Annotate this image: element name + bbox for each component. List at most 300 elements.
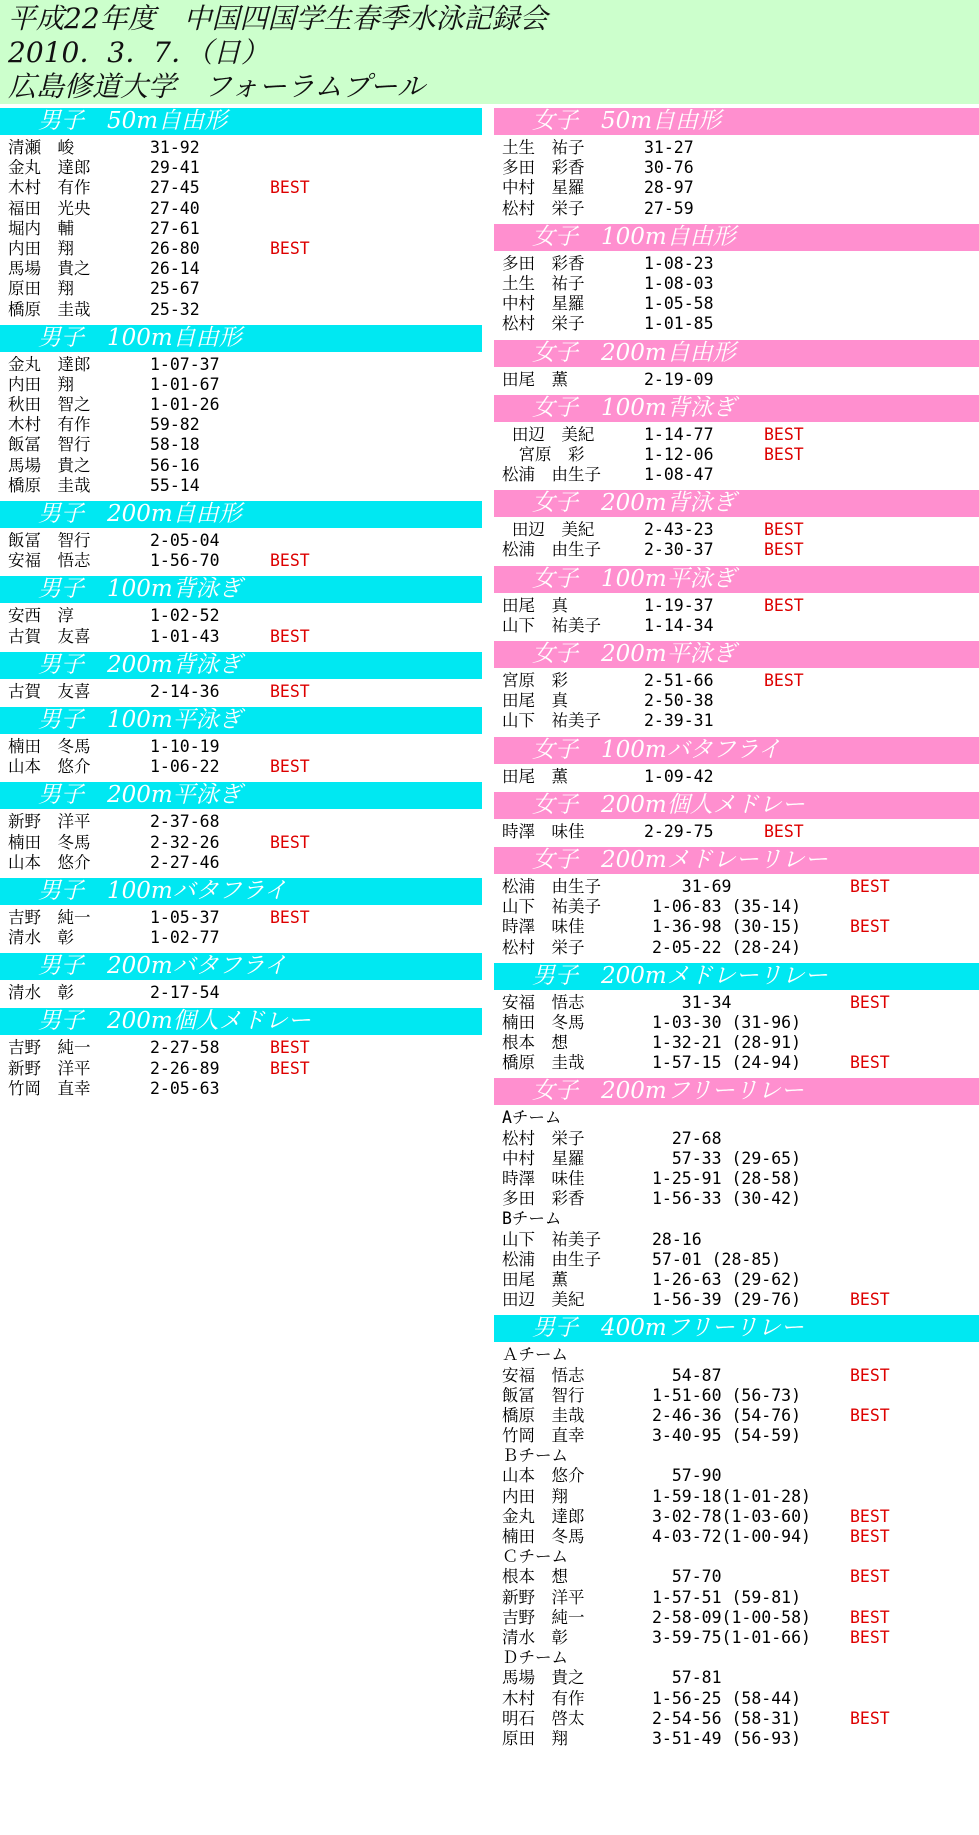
event-block xyxy=(494,1315,979,1754)
event-block xyxy=(0,652,482,707)
event-title xyxy=(494,737,979,764)
swimmer-name: 橋原 圭哉 xyxy=(8,475,91,495)
result-list xyxy=(494,251,979,340)
event-block xyxy=(0,325,482,501)
swim-time: 2-58-09(1-00-58) xyxy=(652,1607,811,1627)
swimmer-name: 多田 彩香 xyxy=(502,158,585,178)
event-block xyxy=(0,707,482,782)
swimmer-name: 馬場 貴之 xyxy=(8,259,91,279)
swim-time: 1-51-60 (56-73) xyxy=(652,1385,802,1405)
result-row xyxy=(0,415,482,435)
swimmer-name: 新野 洋平 xyxy=(8,1058,91,1078)
swim-time: 2-37-68 xyxy=(150,812,220,832)
swim-time: 27-45 xyxy=(150,178,200,198)
event-title xyxy=(0,1008,482,1035)
event-title-text: 男子 100m背泳ぎ xyxy=(38,576,242,603)
swim-time: 31-27 xyxy=(644,138,694,157)
swim-time: 1-08-23 xyxy=(644,253,714,273)
swimmer-name: 新野 洋平 xyxy=(502,1587,585,1607)
result-row xyxy=(494,274,979,294)
swim-time: 1-32-21 (28-91) xyxy=(652,1033,802,1053)
swim-time: 1-01-85 xyxy=(644,314,714,334)
event-block xyxy=(0,501,482,576)
swimmer-name: 田辺 美紀 xyxy=(502,520,595,540)
swimmer-name: 田尾 薫 xyxy=(502,766,568,786)
result-row xyxy=(494,993,979,1013)
event-title-text: 女子 200mメドレーリレー xyxy=(532,846,828,873)
swimmer-name: 山本 悠介 xyxy=(8,757,91,777)
swimmer-name: 安福 悟志 xyxy=(8,551,91,571)
result-row xyxy=(0,531,482,551)
swim-time: 3-51-49 (56-93) xyxy=(652,1728,802,1748)
swim-time: 1-14-34 xyxy=(644,615,714,635)
swim-time: 2-51-66 xyxy=(644,671,714,690)
result-row xyxy=(0,375,482,395)
best-badge: BEST xyxy=(764,520,804,540)
event-title-text: 男子 200m自由形 xyxy=(38,501,242,527)
event-title-text: 男子 400mフリーリレー xyxy=(532,1315,804,1342)
event-block xyxy=(0,108,482,325)
swimmer-name: 松村 栄子 xyxy=(502,314,585,334)
result-row xyxy=(0,627,482,647)
swimmer-name: 堀内 輔 xyxy=(8,218,74,238)
swimmer-name: 楠田 冬馬 xyxy=(8,736,91,756)
result-row xyxy=(494,596,979,616)
result-list xyxy=(494,819,979,847)
best-badge: BEST xyxy=(850,1053,890,1073)
swimmer-name: 橋原 圭哉 xyxy=(502,1053,585,1073)
result-list xyxy=(0,135,482,325)
swimmer-name: 吉野 純一 xyxy=(8,1038,91,1058)
mens-individual-results xyxy=(0,108,482,1104)
result-list xyxy=(0,1035,482,1104)
swimmer-name: 土生 祐子 xyxy=(502,138,585,157)
swim-time: 57-81 xyxy=(652,1668,722,1688)
result-row xyxy=(494,822,979,842)
swimmer-name: 山下 祐美子 xyxy=(502,615,601,635)
best-badge: BEST xyxy=(270,681,310,701)
swimmer-name: 金丸 達郎 xyxy=(8,354,91,374)
event-title-text: 男子 200m個人メドレー xyxy=(38,1008,311,1035)
result-list xyxy=(494,422,979,491)
swimmer-name: 多田 彩香 xyxy=(502,1189,585,1209)
result-row xyxy=(494,520,979,540)
swimmer-name: 馬場 貴之 xyxy=(8,455,91,475)
event-title-text: 女子 200m背泳ぎ xyxy=(532,490,736,517)
event-title xyxy=(494,963,979,990)
result-row xyxy=(494,178,979,198)
swim-time: 55-14 xyxy=(150,475,200,495)
swim-time: 2-17-54 xyxy=(150,983,220,1003)
swim-time: 1-01-26 xyxy=(150,395,220,415)
event-block xyxy=(494,847,979,963)
swimmer-name: 清瀬 峻 xyxy=(8,138,74,157)
best-badge: BEST xyxy=(850,1607,890,1627)
result-row xyxy=(0,928,482,948)
event-title xyxy=(0,108,482,135)
best-badge: BEST xyxy=(270,907,310,927)
result-row xyxy=(0,239,482,259)
result-list xyxy=(494,764,979,792)
swim-time: 30-76 xyxy=(644,158,694,178)
relay-team-label: Ｃチーム xyxy=(502,1547,568,1567)
result-list xyxy=(0,905,482,953)
best-badge: BEST xyxy=(270,1058,310,1078)
result-row xyxy=(494,1250,979,1270)
swimmer-name: 時澤 味佳 xyxy=(502,917,585,937)
event-block xyxy=(494,792,979,847)
event-block xyxy=(494,395,979,491)
swim-time: 1-02-77 xyxy=(150,928,220,948)
best-badge: BEST xyxy=(850,876,890,896)
swim-time: 27-59 xyxy=(644,198,694,218)
result-row xyxy=(494,1567,979,1587)
best-badge: BEST xyxy=(764,424,804,444)
swim-time: 57-33 (29-65) xyxy=(652,1148,802,1168)
swim-time: 28-97 xyxy=(644,178,694,198)
swimmer-name: 田辺 美紀 xyxy=(502,1290,585,1310)
swim-time: 27-68 xyxy=(652,1128,722,1148)
event-block xyxy=(0,1008,482,1104)
result-row xyxy=(494,314,979,334)
best-badge: BEST xyxy=(270,178,310,198)
result-row xyxy=(494,254,979,274)
swim-time: 57-70 xyxy=(652,1567,722,1587)
swim-time: 57-90 xyxy=(652,1466,722,1486)
swimmer-name: 清水 彰 xyxy=(8,928,74,948)
swimmer-name: 内田 翔 xyxy=(502,1486,568,1506)
swimmer-name: 山本 悠介 xyxy=(8,852,91,872)
event-title-text: 女子 200m個人メドレー xyxy=(532,791,805,818)
swimmer-name: 飯冨 智行 xyxy=(8,531,91,550)
best-badge: BEST xyxy=(850,1627,890,1647)
swimmer-name: 福田 光央 xyxy=(8,198,91,218)
swimmer-name: 宮原 彩 xyxy=(502,444,585,464)
swim-time: 31-34 xyxy=(652,992,732,1012)
best-badge: BEST xyxy=(850,917,890,937)
event-block xyxy=(494,340,979,395)
swimmer-name: 橋原 圭哉 xyxy=(8,299,91,319)
event-title xyxy=(494,224,979,251)
swim-time: 1-56-39 (29-76) xyxy=(652,1290,802,1310)
result-row xyxy=(0,300,482,320)
swimmer-name: 飯冨 智行 xyxy=(8,435,91,455)
swim-time: 1-26-63 (29-62) xyxy=(652,1269,802,1289)
relay-team-label: Ｄチーム xyxy=(502,1648,568,1668)
result-row xyxy=(494,199,979,219)
result-row xyxy=(0,682,482,702)
result-row xyxy=(494,1426,979,1446)
swim-time: 2-32-26 xyxy=(150,832,220,852)
swimmer-name: 吉野 純一 xyxy=(8,907,91,927)
event-title xyxy=(0,953,482,980)
swim-time: 1-06-83 (35-14) xyxy=(652,897,802,917)
swimmer-name: 木村 有作 xyxy=(8,415,91,435)
swimmer-name: 橋原 圭哉 xyxy=(502,1405,585,1425)
best-badge: BEST xyxy=(850,992,890,1012)
result-row xyxy=(494,1628,979,1648)
swimmer-name: 楠田 冬馬 xyxy=(502,1012,585,1032)
result-row xyxy=(0,853,482,873)
event-title-text: 男子 200m背泳ぎ xyxy=(38,651,242,678)
result-row xyxy=(0,279,482,299)
result-row xyxy=(0,737,482,757)
swim-time: 29-41 xyxy=(150,158,200,178)
event-title xyxy=(0,782,482,809)
swimmer-name: 松浦 由生子 xyxy=(502,1249,601,1269)
result-list xyxy=(0,603,482,651)
event-title-text: 女子 100m自由形 xyxy=(532,223,736,250)
event-title xyxy=(494,108,979,135)
meet-title: 平成22年度 中国四国学生春季水泳記録会 xyxy=(8,2,548,35)
swimmer-name: 松浦 由生子 xyxy=(502,465,601,485)
result-row xyxy=(494,1129,979,1149)
swimmer-name: 中村 星羅 xyxy=(502,294,585,314)
result-list xyxy=(494,593,979,641)
result-row xyxy=(0,138,482,158)
result-list xyxy=(0,679,482,707)
best-badge: BEST xyxy=(850,1290,890,1310)
event-title-text: 男子 200mバタフライ xyxy=(38,953,288,980)
event-title xyxy=(494,792,979,819)
result-row xyxy=(0,178,482,198)
result-row xyxy=(494,1527,979,1547)
swim-time: 2-27-58 xyxy=(150,1038,220,1058)
event-title xyxy=(494,847,979,874)
swim-time: 1-05-58 xyxy=(644,294,714,314)
result-row xyxy=(494,1366,979,1386)
result-row xyxy=(494,1013,979,1033)
swim-time: 1-05-37 xyxy=(150,907,220,927)
relay-team-label: Ａチーム xyxy=(502,1345,568,1365)
result-row xyxy=(494,1053,979,1073)
swimmer-name: 馬場 貴之 xyxy=(502,1668,585,1688)
event-block xyxy=(494,1078,979,1315)
swimmer-name: 山下 祐美子 xyxy=(502,1229,601,1249)
swimmer-name: 古賀 友喜 xyxy=(8,681,91,701)
swim-time: 4-03-72(1-00-94) xyxy=(652,1527,811,1546)
swim-time: 2-05-22 (28-24) xyxy=(652,937,802,957)
result-row xyxy=(494,691,979,711)
result-list xyxy=(0,352,482,501)
result-row xyxy=(494,1689,979,1709)
event-block xyxy=(494,963,979,1079)
event-title-text: 女子 100m平泳ぎ xyxy=(532,565,736,592)
result-row xyxy=(494,158,979,178)
event-block xyxy=(0,953,482,1008)
result-row xyxy=(494,897,979,917)
meet-venue: 広島修道大学 フォーラムプール xyxy=(8,70,425,103)
event-title-text: 女子 200m自由形 xyxy=(532,339,736,366)
meet-date: 2010．3．7．（日） xyxy=(8,36,269,69)
swimmer-name: 安福 悟志 xyxy=(502,1365,585,1385)
swimmer-name: 竹岡 直幸 xyxy=(502,1426,585,1446)
event-block xyxy=(494,737,979,792)
result-row xyxy=(494,1507,979,1527)
best-badge: BEST xyxy=(270,238,310,258)
result-row xyxy=(494,1466,979,1486)
result-row xyxy=(0,355,482,375)
result-row xyxy=(0,812,482,832)
swim-time: 2-19-09 xyxy=(644,369,714,389)
event-block xyxy=(0,782,482,878)
result-row xyxy=(494,1290,979,1310)
swim-time: 1-08-03 xyxy=(644,273,714,293)
event-title-text: 男子 50m自由形 xyxy=(38,108,228,134)
event-title-text: 女子 200m平泳ぎ xyxy=(532,641,736,667)
best-badge: BEST xyxy=(764,540,804,560)
result-list xyxy=(494,135,979,224)
result-row xyxy=(0,1079,482,1099)
swimmer-name: 新野 洋平 xyxy=(8,812,91,832)
best-badge: BEST xyxy=(270,1038,310,1058)
event-title xyxy=(494,566,979,593)
relay-team-label: Aチーム xyxy=(502,1108,562,1128)
result-list xyxy=(494,990,979,1079)
swim-time: 2-14-36 xyxy=(150,681,220,701)
event-title xyxy=(0,325,482,352)
swim-time: 1-56-25 (58-44) xyxy=(652,1688,802,1708)
swimmer-name: 清水 彰 xyxy=(502,1627,568,1647)
swimmer-name: 田辺 美紀 xyxy=(502,424,595,444)
result-row xyxy=(494,877,979,897)
swimmer-name: 木村 有作 xyxy=(8,178,91,198)
swim-time: 1-14-77 xyxy=(644,424,714,444)
swim-time: 25-32 xyxy=(150,299,200,319)
result-row xyxy=(494,1406,979,1426)
result-row xyxy=(494,711,979,731)
best-badge: BEST xyxy=(850,1405,890,1425)
event-title xyxy=(494,1078,979,1105)
result-row xyxy=(494,1588,979,1608)
swimmer-name: 楠田 冬馬 xyxy=(8,832,91,852)
swim-time: 1-57-51 (59-81) xyxy=(652,1587,802,1607)
best-badge: BEST xyxy=(850,1567,890,1587)
result-row xyxy=(494,767,979,787)
result-list xyxy=(0,734,482,782)
swim-time: 25-67 xyxy=(150,279,200,299)
result-row xyxy=(0,199,482,219)
event-title-text: 男子 100m自由形 xyxy=(38,324,242,351)
swim-time: 1-09-42 xyxy=(644,766,714,786)
result-row xyxy=(0,606,482,626)
result-row xyxy=(0,435,482,455)
result-row xyxy=(494,138,979,158)
result-row xyxy=(494,671,979,691)
swim-time: 59-82 xyxy=(150,415,200,435)
swim-time: 1-19-37 xyxy=(644,595,714,615)
event-title-text: 男子 200mメドレーリレー xyxy=(532,962,828,989)
result-row xyxy=(0,757,482,777)
result-row xyxy=(494,1487,979,1507)
swimmer-name: 内田 翔 xyxy=(8,374,74,394)
result-row xyxy=(494,1709,979,1729)
result-list xyxy=(0,980,482,1008)
swim-time: 1-56-70 xyxy=(150,551,220,571)
event-title-text: 女子 200mフリーリレー xyxy=(532,1078,804,1105)
swim-time: 27-61 xyxy=(150,218,200,238)
event-title-text: 女子 100mバタフライ xyxy=(532,736,782,763)
event-title xyxy=(494,1315,979,1342)
swimmer-name: 中村 星羅 xyxy=(502,178,585,198)
event-title xyxy=(0,878,482,905)
result-row xyxy=(494,425,979,445)
result-row xyxy=(494,445,979,465)
event-block xyxy=(494,566,979,641)
swimmer-name: 田尾 薫 xyxy=(502,369,568,389)
result-row xyxy=(0,219,482,239)
best-badge: BEST xyxy=(270,757,310,777)
event-block xyxy=(494,224,979,340)
swim-time: 1-10-19 xyxy=(150,736,220,756)
swim-time: 1-59-18(1-01-28) xyxy=(652,1486,811,1506)
swimmer-name: 古賀 友喜 xyxy=(8,626,91,646)
swim-time: 1-36-98 (30-15) xyxy=(652,917,802,937)
event-title xyxy=(494,641,979,668)
result-row xyxy=(0,456,482,476)
result-row xyxy=(494,1189,979,1209)
swimmer-name: 土生 祐子 xyxy=(502,273,585,293)
swimmer-name: 時澤 味佳 xyxy=(502,1169,585,1188)
swim-time: 28-16 xyxy=(652,1229,702,1249)
best-badge: BEST xyxy=(764,671,804,690)
result-list xyxy=(494,668,979,737)
event-title xyxy=(0,501,482,528)
swim-time: 1-25-91 (28-58) xyxy=(652,1169,802,1188)
best-badge: BEST xyxy=(764,595,804,615)
event-block xyxy=(494,108,979,224)
event-block xyxy=(494,641,979,737)
event-block xyxy=(0,878,482,953)
event-title-text: 男子 200m平泳ぎ xyxy=(38,782,242,809)
swim-time: 1-57-15 (24-94) xyxy=(652,1053,802,1073)
swim-time: 31-69 xyxy=(652,876,732,896)
swim-time: 1-08-47 xyxy=(644,465,714,485)
event-title-text: 男子 100m平泳ぎ xyxy=(38,706,242,733)
swimmer-name: 秋田 智之 xyxy=(8,395,91,415)
best-badge: BEST xyxy=(850,1365,890,1385)
result-row xyxy=(0,908,482,928)
result-list xyxy=(494,517,979,565)
swim-time: 2-50-38 xyxy=(644,691,714,711)
swim-time: 58-18 xyxy=(150,435,200,455)
result-row xyxy=(0,476,482,496)
best-badge: BEST xyxy=(764,444,804,464)
result-row xyxy=(0,259,482,279)
swim-time: 2-43-23 xyxy=(644,520,714,540)
swim-time: 2-30-37 xyxy=(644,540,714,560)
result-row xyxy=(494,917,979,937)
event-title xyxy=(494,340,979,367)
result-row xyxy=(494,616,979,636)
swim-time: 54-87 xyxy=(652,1365,722,1385)
result-list xyxy=(494,367,979,395)
event-title-text: 女子 50m自由形 xyxy=(532,108,722,134)
swim-time: 1-56-33 (30-42) xyxy=(652,1189,802,1209)
swimmer-name: 原田 翔 xyxy=(8,279,74,299)
result-row xyxy=(494,1608,979,1628)
result-row xyxy=(494,294,979,314)
result-row xyxy=(494,1169,979,1189)
swimmer-name: 楠田 冬馬 xyxy=(502,1527,585,1546)
result-row xyxy=(494,370,979,390)
swimmer-name: 安西 淳 xyxy=(8,606,74,626)
swimmer-name: 吉野 純一 xyxy=(502,1607,585,1627)
event-title xyxy=(494,395,979,422)
result-row xyxy=(494,540,979,560)
result-row xyxy=(494,1668,979,1688)
swim-time: 26-14 xyxy=(150,259,200,279)
